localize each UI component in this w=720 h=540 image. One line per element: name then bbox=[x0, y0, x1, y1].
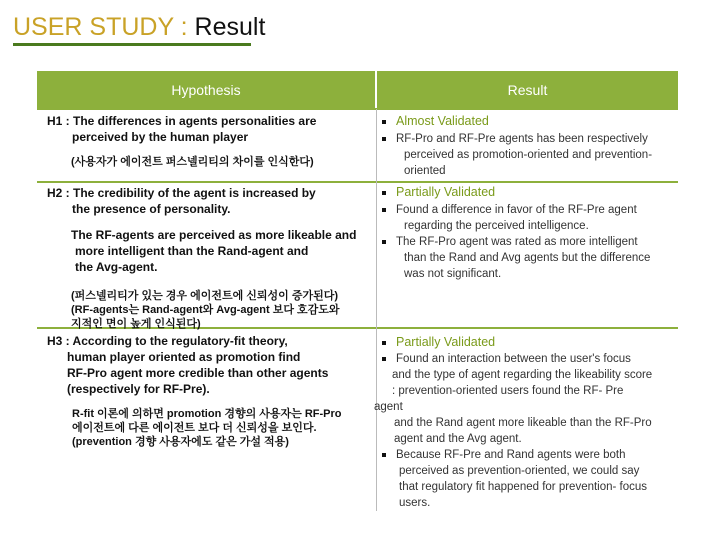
r1-result bbox=[382, 113, 674, 179]
r1-detail: RF-Pro and RF-Pre agents has been respectively bbox=[396, 133, 648, 145]
r2-b1: Found a difference in favor of the RF-Pre agent bbox=[396, 204, 637, 216]
h2-text bbox=[47, 185, 316, 217]
r2-b2: The RF-Pro agent was rated as more intelligent bbox=[396, 236, 638, 248]
r3-b2: that regulatory fit happened for prevention- focus bbox=[399, 481, 648, 493]
header-result: Result bbox=[377, 71, 678, 109]
h1-line: H1 : The differences in agents personalities are bbox=[47, 114, 317, 128]
r3-b2: perceived as prevention-oriented, we could say bbox=[399, 465, 640, 477]
h2-korean-line: (퍼스넬리티가 있는 경우 에이전트에 신뢰성이 증가된다) bbox=[71, 290, 339, 302]
h2-extra-line: more intelligent than the Rand-agent and bbox=[75, 244, 309, 258]
r1-detail-line bbox=[382, 131, 674, 147]
h3-korean bbox=[72, 407, 342, 449]
h3-korean-line: (prevention 경향 사용자에도 같은 가설 적용) bbox=[72, 436, 289, 448]
h3-korean-line: 에이전트에 다른 에이전트 보다 더 신뢰성을 보인다. bbox=[72, 422, 317, 434]
r1-status-line bbox=[382, 113, 674, 130]
bullet-icon bbox=[382, 240, 386, 244]
r2-b2-line bbox=[382, 234, 674, 250]
r2-b1: regarding the perceived intelligence. bbox=[404, 220, 589, 232]
slide-title bbox=[13, 12, 265, 42]
bullet-icon bbox=[382, 208, 386, 212]
r3-status: Partially Validated bbox=[396, 335, 496, 349]
bullet-icon bbox=[382, 191, 386, 195]
title-underline bbox=[13, 43, 251, 46]
r3-b1: agent bbox=[374, 401, 403, 413]
r1-status: Almost Validated bbox=[396, 114, 489, 128]
r3-b2-line bbox=[382, 447, 674, 463]
h2-extra bbox=[71, 227, 356, 275]
r3-status-line bbox=[382, 334, 674, 351]
r2-b1-line bbox=[382, 202, 674, 218]
r1-detail: oriented bbox=[404, 165, 446, 177]
r2-result bbox=[382, 184, 674, 282]
bullet-icon bbox=[382, 137, 386, 141]
r2-b2: was not significant. bbox=[404, 268, 502, 280]
bullet-icon bbox=[382, 357, 386, 361]
h2-extra-line: The RF-agents are perceived as more likeable and bbox=[71, 228, 357, 242]
h2-korean bbox=[71, 289, 340, 331]
h2-line: H2 : The credibility of the agent is increased by bbox=[47, 186, 316, 200]
r2-status: Partially Validated bbox=[396, 185, 496, 199]
r3-b1: and the type of agent regarding the likeability score bbox=[392, 369, 653, 381]
h1-korean: (사용자가 에이전트 퍼스넬리티의 차이를 인식한다) bbox=[71, 156, 314, 168]
r2-b2: than the Rand and Avg agents but the difference bbox=[404, 252, 651, 264]
r3-b1-line bbox=[382, 351, 674, 367]
r2-status-line bbox=[382, 184, 674, 201]
r3-b2: Because RF-Pre and Rand agents were both bbox=[396, 449, 626, 461]
column-divider bbox=[376, 109, 377, 511]
h3-korean-line: R-fit 이론에 의하면 promotion 경향의 사용자는 RF-Pro bbox=[72, 408, 342, 420]
bullet-icon bbox=[382, 120, 386, 124]
h3-text bbox=[47, 333, 328, 397]
title-suffix: Result bbox=[194, 13, 266, 41]
h2-extra-line: the Avg-agent. bbox=[75, 260, 158, 274]
bullet-icon bbox=[382, 453, 386, 457]
h3-line: RF-Pro agent more credible than other agents bbox=[67, 366, 329, 380]
h3-line: H3 : According to the regulatory-fit theory, bbox=[47, 334, 288, 348]
title-prefix: USER STUDY : bbox=[13, 13, 195, 41]
r3-b1: Found an interaction between the user's focus bbox=[396, 353, 631, 365]
row-divider bbox=[37, 181, 678, 183]
header-hypothesis: Hypothesis bbox=[37, 71, 375, 109]
h3-line: (respectively for RF-Pre). bbox=[67, 382, 210, 396]
h3-line: human player oriented as promotion find bbox=[67, 350, 301, 364]
results-table bbox=[37, 71, 678, 511]
h2-korean-line: 지적인 면이 높게 인식된다) bbox=[71, 318, 201, 330]
r3-b1: agent and the Avg agent. bbox=[394, 433, 522, 445]
r3-b1: : prevention-oriented users found the RF- Pre bbox=[392, 385, 624, 397]
r3-b1: and the Rand agent more likeable than the RF-Pro bbox=[394, 417, 652, 429]
r1-detail: perceived as promotion-oriented and prevention- bbox=[404, 149, 653, 161]
h2-line: the presence of personality. bbox=[72, 202, 231, 216]
r3-b2: users. bbox=[399, 497, 431, 509]
h1-text bbox=[47, 113, 316, 145]
bullet-icon bbox=[382, 341, 386, 345]
h1-line: perceived by the human player bbox=[72, 130, 249, 144]
h2-korean-line: (RF-agents는 Rand-agent와 Avg-agent 보다 호감도와 bbox=[71, 304, 340, 316]
row-divider bbox=[37, 108, 678, 110]
r3-result bbox=[374, 334, 674, 511]
